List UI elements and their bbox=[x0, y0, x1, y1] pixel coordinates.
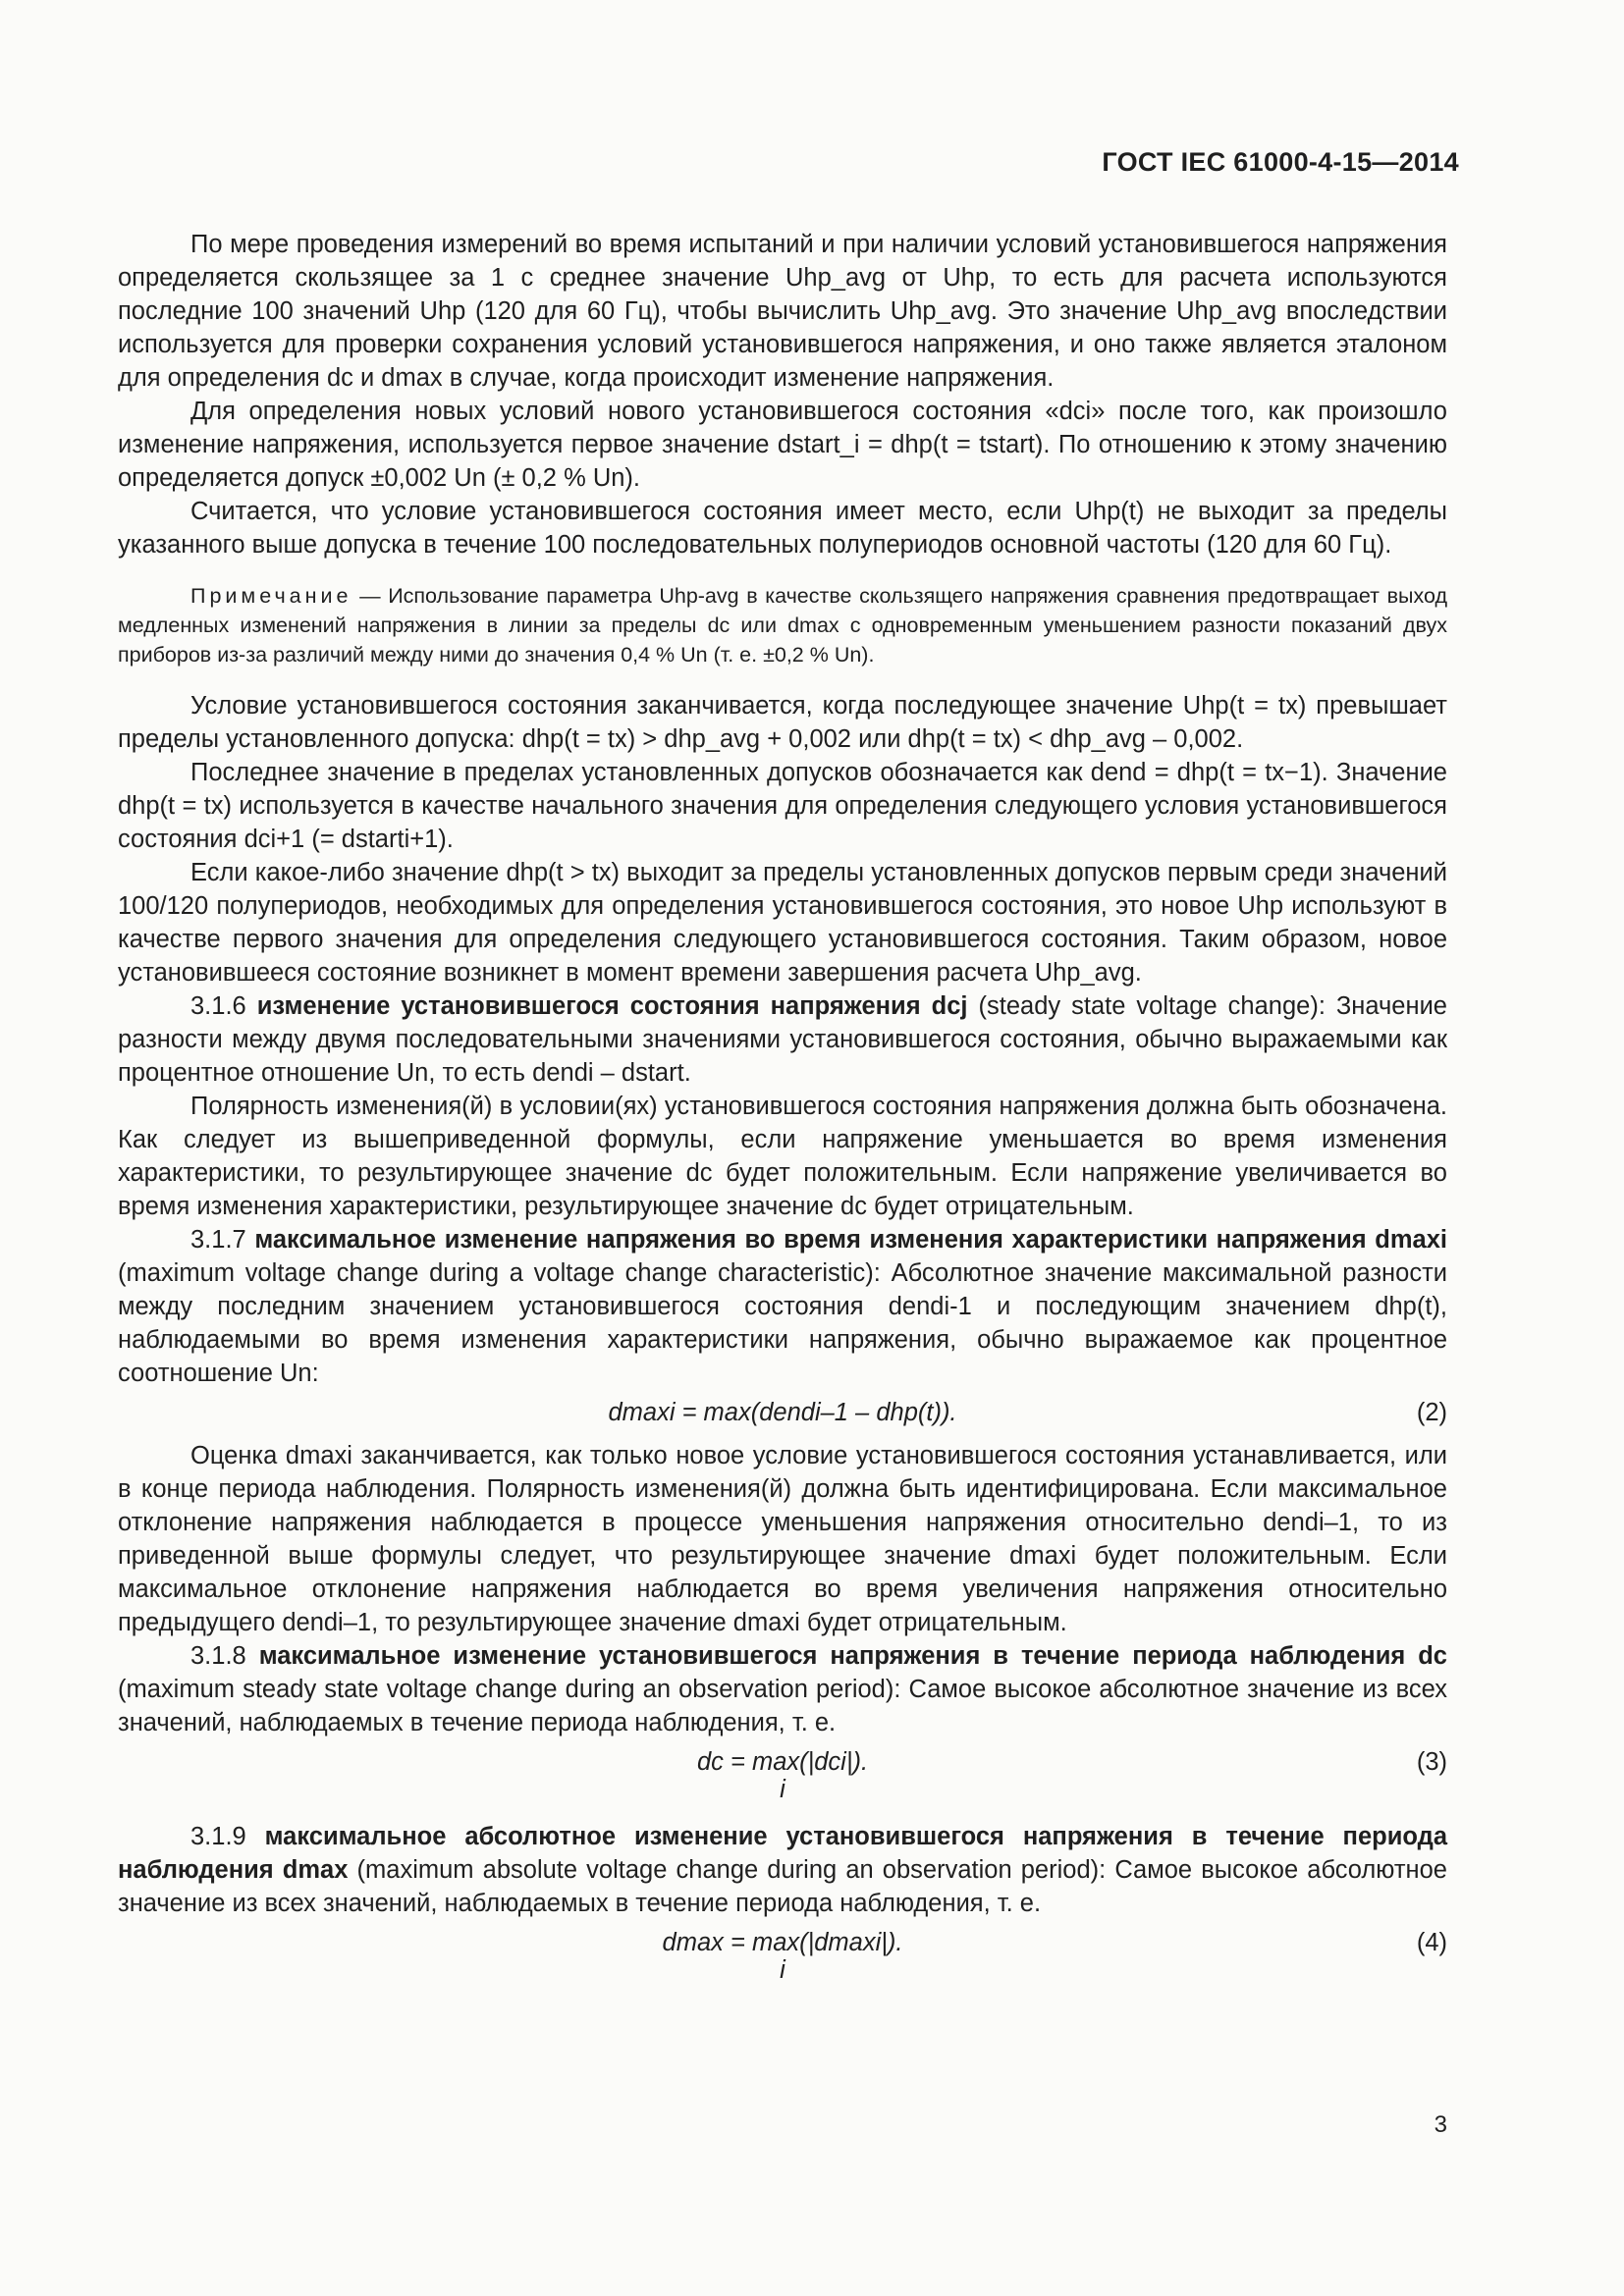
formula-text: dmax = max(|dmaxi|). bbox=[662, 1929, 903, 1956]
section-number: 3.1.9 bbox=[190, 1823, 246, 1850]
paragraph: Последнее значение в пределах установленных допусков обозначается как dend = dhp(t = tx−1). Значение dhp(t = tx) используется в качестве начального значения для определения следующего условия установившегося состояния dci+1 (= dstarti+1). bbox=[118, 759, 1447, 853]
section-number: 3.1.8 bbox=[190, 1642, 246, 1670]
paragraph: Для определения новых условий нового установившегося состояния «dci» после того, как произошло изменение напряжения, используется первое значение dstart_i = dhp(t = tstart). По отношению к этому значению определяется допуск ±0,002 Un (± 0,2 % Un). bbox=[118, 398, 1447, 492]
formula-subscript: i bbox=[780, 1956, 785, 1984]
formula-4 bbox=[118, 1926, 1447, 1985]
formula-text: dmaxi = max(dendi–1 – dhp(t)). bbox=[608, 1399, 957, 1426]
section-text: (maximum voltage change during a voltage change characteristic): Абсолютное значение максимальной разности между последним значением установившегося состояния dendi-1 и последующим значением dhp(t), наблюдаемыми во время изменения характеристики напряжения, обычно выражаемое как процентное соотношение Un: bbox=[118, 1259, 1447, 1387]
note bbox=[118, 581, 1447, 669]
section-3-1-7 bbox=[118, 1223, 1447, 1390]
formula-2 bbox=[118, 1396, 1447, 1433]
note-text: — Использование параметра Uhp-avg в качестве скользящего напряжения сравнения предотвращает выход медленных изменений напряжения в линии за пределы dc или dmax с одновременным уменьшением разности показаний двух приборов из-за различий между ними до значения 0,4 % Un (т. е. ±0,2 % Un). bbox=[118, 584, 1447, 667]
formula-subscript: i bbox=[780, 1776, 785, 1803]
section-term: максимальное изменение установившегося напряжения в течение периода наблюдения dc bbox=[258, 1642, 1447, 1670]
section-term: изменение установившегося состояния напряжения dcj bbox=[256, 992, 968, 1020]
formula-text: dc = max(|dci|). bbox=[696, 1748, 869, 1776]
section-text: (maximum steady state voltage change during an observation period): Самое высокое абсолютное значение из всех значений, наблюдаемых в течение периода наблюдения, т. е. bbox=[118, 1676, 1447, 1736]
page-body bbox=[118, 228, 1447, 1991]
formula-3 bbox=[118, 1745, 1447, 1804]
equation-number: (4) bbox=[1416, 1929, 1447, 1956]
section-3-1-9 bbox=[118, 1820, 1447, 1920]
equation-number: (3) bbox=[1416, 1748, 1447, 1776]
paragraph: Считается, что условие установившегося состояния имеет место, если Uhp(t) не выходит за пределы указанного выше допуска в течение 100 последовательных полупериодов основной частоты (120 для 60 Гц). bbox=[118, 498, 1447, 559]
note-label: Примечание bbox=[190, 584, 352, 608]
section-3-1-8 bbox=[118, 1639, 1447, 1739]
paragraph: По мере проведения измерений во время испытаний и при наличии условий установившегося напряжения определяется скользящее за 1 с среднее значение Uhp_avg от Uhp, то есть для расчета используются последние 100 значений Uhp (120 для 60 Гц), чтобы вычислить Uhp_avg. Это значение Uhp_avg впоследствии используется для проверки сохранения условий установившегося напряжения, и оно также является эталоном для определения dc и dmax в случае, когда происходит изменение напряжения. bbox=[118, 231, 1447, 392]
paragraph: Оценка dmaxi заканчивается, как только новое условие установившегося состояния устанавливается, или в конце периода наблюдения. Полярность изменения(й) должна быть идентифицирована. Если максимальное отклонение напряжения наблюдается в процессе уменьшения напряжения относительно dendi–1, то из приведенной выше формулы следует, что результирующее значение dmaxi будет положительным. Если максимальное отклонение напряжения наблюдается во время увеличения напряжения относительно предыдущего dendi–1, то результирующее значение dmaxi будет отрицательным. bbox=[118, 1442, 1447, 1636]
section-term: максимальное изменение напряжения во время изменения характеристики напряжения dmaxi bbox=[254, 1226, 1447, 1254]
document-header: ГОСТ IEC 61000-4-15—2014 bbox=[1102, 147, 1459, 177]
paragraph: Если какое-либо значение dhp(t > tx) выходит за пределы установленных допусков первым среди значений 100/120 полупериодов, необходимых для определения установившегося состояния, это новое Uhp используют в качестве первого значения для определения следующего установившегося состояния. Таким образом, новое установившееся состояние возникнет в момент времени завершения расчета Uhp_avg. bbox=[118, 859, 1447, 987]
section-number: 3.1.6 bbox=[190, 992, 246, 1020]
equation-number: (2) bbox=[1416, 1399, 1447, 1426]
section-number: 3.1.7 bbox=[190, 1226, 246, 1254]
section-text: (maximum absolute voltage change during an observation period): Самое высокое абсолютное значение из всех значений, наблюдаемых в течение периода наблюдения, т. е. bbox=[118, 1856, 1447, 1917]
section-3-1-6 bbox=[118, 989, 1447, 1090]
section-term: максимальное абсолютное изменение установившегося напряжения в течение периода наблюдения dmax bbox=[118, 1823, 1447, 1884]
page-number: 3 bbox=[1434, 2111, 1447, 2138]
section-text: (steady state voltage change): Значение разности между двумя последовательными значениями установившегося состояния, обычно выражаемыми как процентное отношение Un, то есть dendi – dstart. bbox=[118, 992, 1447, 1087]
paragraph: Условие установившегося состояния заканчивается, когда последующее значение Uhp(t = tx) превышает пределы установленного допуска: dhp(t = tx) > dhp_avg + 0,002 или dhp(t = tx) < dhp_avg – 0,002. bbox=[118, 692, 1447, 753]
paragraph: Полярность изменения(й) в условии(ях) установившегося состояния напряжения должна быть обозначена. Как следует из вышеприведенной формулы, если напряжение уменьшается во время изменения характеристики, то результирующее значение dc будет положительным. Если напряжение увеличивается во время изменения характеристики, результирующее значение dc будет отрицательным. bbox=[118, 1093, 1447, 1220]
